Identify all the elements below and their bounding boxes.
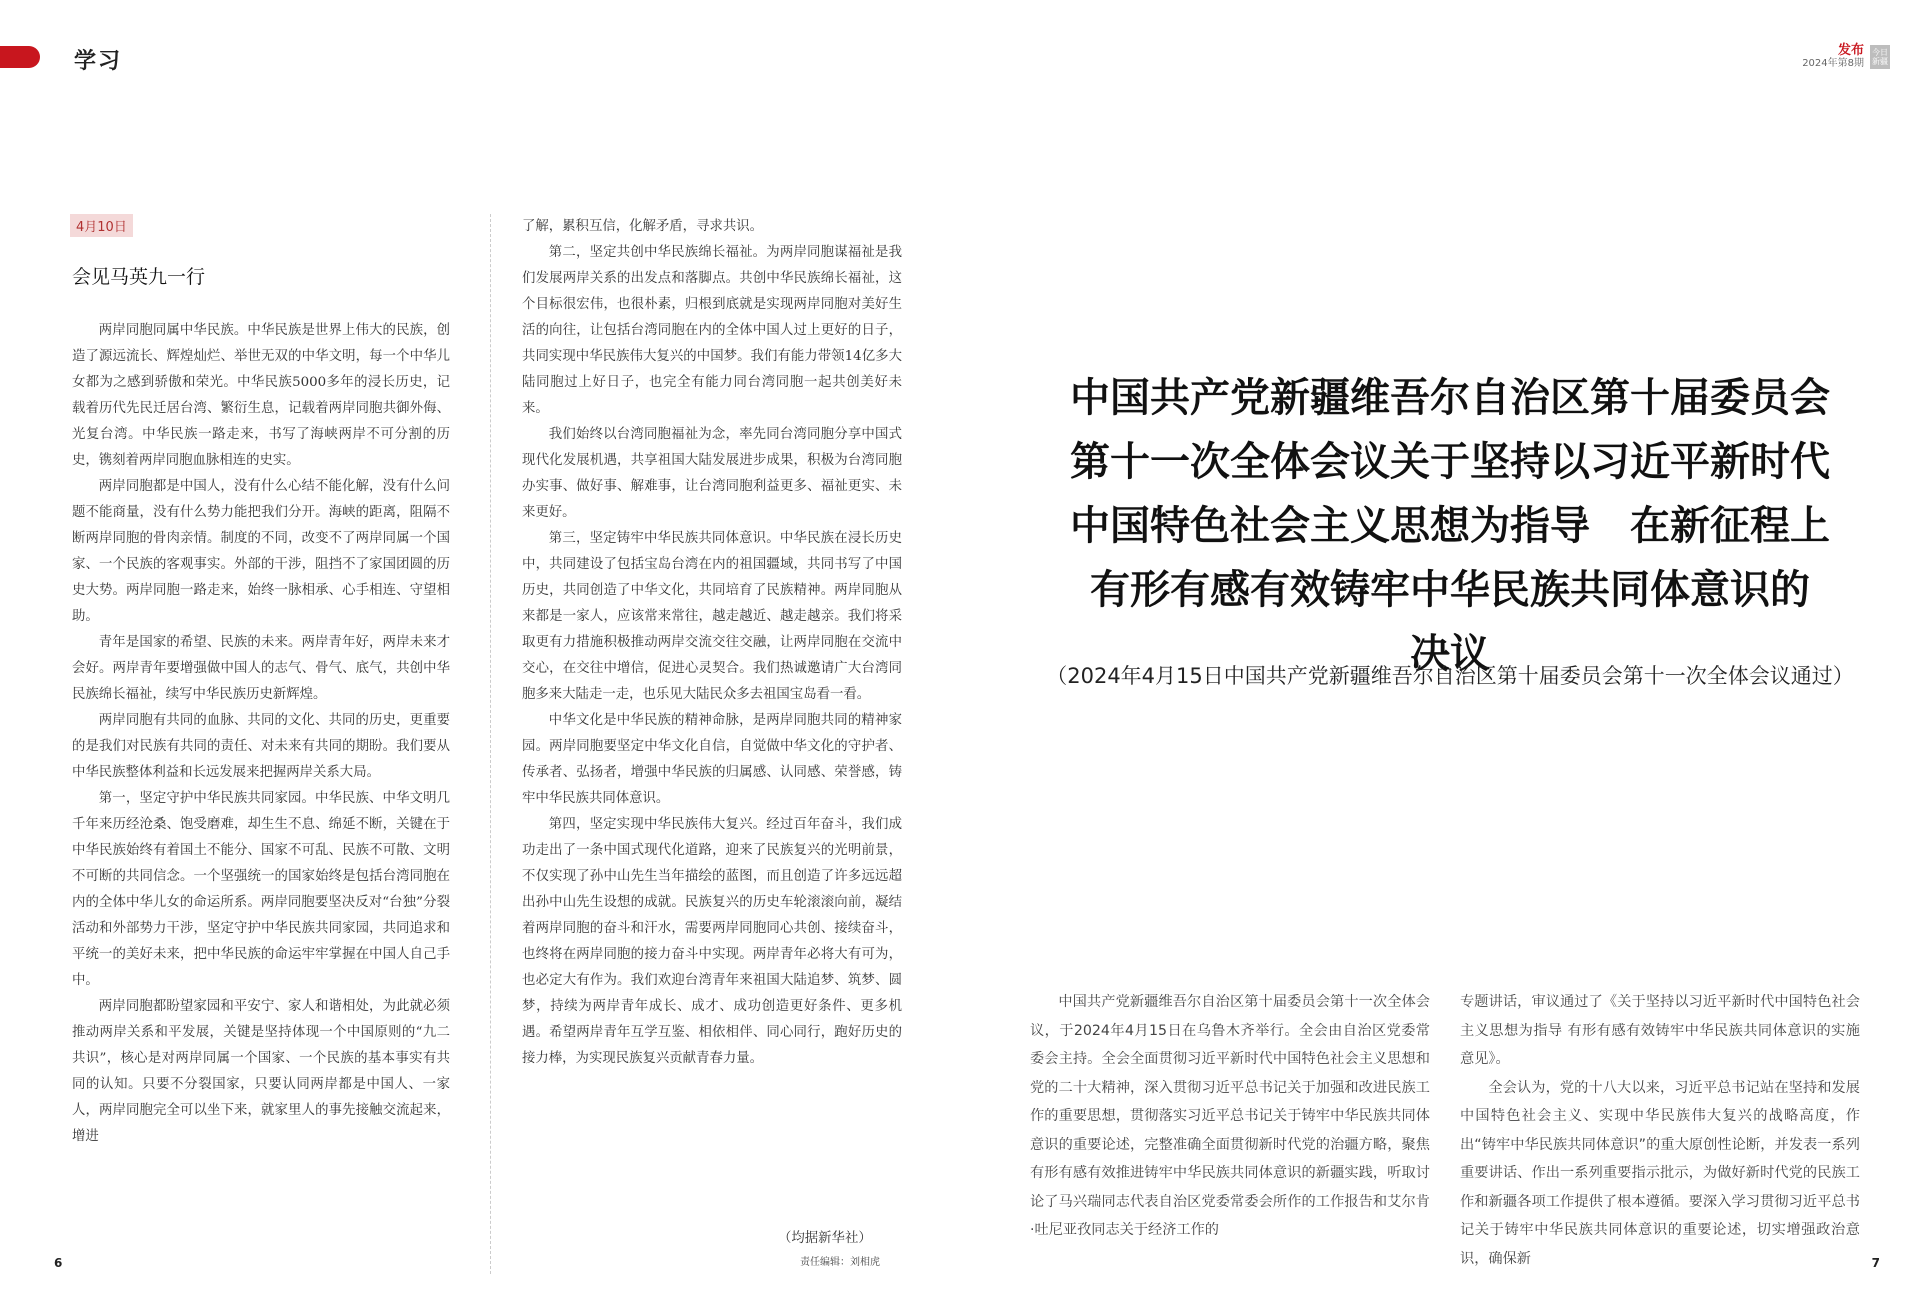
section-marker: [0, 46, 40, 68]
magazine-brand: [1802, 44, 1890, 70]
paragraph: 第四，坚定实现中华民族伟大复兴。经过百年奋斗，我们成功走出了一条中国式现代化道路，迎来了民族复兴的光明前景，不仅实现了孙中山先生当年描绘的蓝图，而且创造了许多远远超出孙中山先生设想的成就。民族复兴的历史车轮滚滚向前，凝结着两岸同胞的奋斗和汗水，需要两岸同胞同心共创、接续奋斗，也终将在两岸同胞的接力奋斗中实现。两岸青年必将大有可为，也必定大有作为。我们欢迎台湾青年来祖国大陆追梦、筑梦、圆梦，持续为两岸青年成长、成才、成功创造更好条件、更多机遇。希望两岸青年互学互鉴、相依相伴、同心同行，跑好历史的接力棒，为实现民族复兴贡献青春力量。: [522, 817, 902, 1066]
left-column-2: [522, 214, 902, 1234]
paragraph: 中国共产党新疆维吾尔自治区第十届委员会第十一次全体会议，于2024年4月15日在乌鲁木齐举行。全会由自治区党委常委会主持。全会全面贯彻习近平新时代中国特色社会主义思想和党的二十大精神，深入贯彻习近平总书记关于加强和改进民族工作的重要思想，贯彻落实习近平总书记关于铸牢中华民族共同体意识的重要论述，完整准确全面贯彻新时代党的治疆方略，聚焦有形有感有效推进铸牢中华民族共同体意识的新疆实践，听取讨论了马兴瑞同志代表自治区党委常委会所作的工作报告和艾尔肯·吐尼亚孜同志关于经济工作的: [1030, 994, 1430, 1238]
paragraph: 青年是国家的希望、民族的未来。两岸青年好，两岸未来才会好。两岸青年要增强做中国人的志气、骨气、底气，共创中华民族绵长福祉，续写中华民族历史新辉煌。: [72, 635, 450, 702]
title-line: 第十一次全体会议关于坚持以习近平新时代: [1070, 439, 1830, 485]
article-date: 4月10日: [70, 214, 133, 237]
right-column-1: [1030, 988, 1430, 1244]
paragraph: 第一，坚定守护中华民族共同家园。中华民族、中华文明几千年来历经沧桑、饱受磨难，却生生不息、绵延不断，关键在于中华民族始终有着国土不能分、国家不可乱、民族不可散、文明不可断的共同信念。一个坚强统一的国家始终是包括台湾同胞在内的全体中华儿女的命运所系。两岸同胞要坚决反对“台独”分裂活动和外部势力干涉，坚定守护中华民族共同家园，共同追求和平统一的美好未来，把中华民族的命运牢牢掌握在中国人自己手中。: [72, 791, 450, 988]
paragraph: 两岸同胞都是中国人，没有什么心结不能化解，没有什么问题不能商量，没有什么势力能把我们分开。海峡的距离，阻隔不断两岸同胞的骨肉亲情。制度的不同，改变不了两岸同属一个国家、一个民族的客观事实。外部的干涉，阻挡不了家国团圆的历史大势。两岸同胞一路走来，始终一脉相承、心手相连、守望相助。: [72, 479, 450, 624]
article-title: 会见马英九一行: [72, 266, 206, 288]
title-line: 中国特色社会主义思想为指导 在新征程上: [1070, 503, 1830, 549]
brand-name: 发布: [1837, 43, 1864, 58]
page-number-right: 7: [1871, 1256, 1880, 1270]
paragraph: 我们始终以台湾同胞福祉为念，率先同台湾同胞分享中国式现代化发展机遇，共享祖国大陆发展进步成果，积极为台湾同胞办实事、做好事、解难事，让台湾同胞利益更多、福祉更实、未来更好。: [522, 427, 902, 520]
section-title: 学习: [74, 49, 123, 74]
paragraph: 专题讲话，审议通过了《关于坚持以习近平新时代中国特色社会主义思想为指导 有形有感有效铸牢中华民族共同体意识的实施意见》。: [1460, 994, 1860, 1067]
title-line: 中国共产党新疆维吾尔自治区第十届委员会: [1070, 375, 1830, 421]
magazine-logo-icon: 今日新疆: [1870, 45, 1890, 69]
resolution-title: [1030, 366, 1870, 686]
paragraph: 两岸同胞有共同的血脉、共同的文化、共同的历史，更重要的是我们对民族有共同的责任、对未来有共同的期盼。我们要从中华民族整体利益和长远发展来把握两岸关系大局。: [72, 713, 450, 780]
left-column-1: [72, 318, 450, 1258]
paragraph: 第二，坚定共创中华民族绵长福祉。为两岸同胞谋福祉是我们发展两岸关系的出发点和落脚点。共创中华民族绵长福祉，这个目标很宏伟，也很朴素，归根到底就是实现两岸同胞对美好生活的向往，让包括台湾同胞在内的全体中国人过上更好的日子，共同实现中华民族伟大复兴的中国梦。我们有能力带领14亿多大陆同胞过上好日子，也完全有能力同台湾同胞一起共创美好未来。: [522, 245, 902, 416]
paragraph: 中华文化是中华民族的精神命脉，是两岸同胞共同的精神家园。两岸同胞要坚定中华文化自信，自觉做中华文化的守护者、传承者、弘扬者，增强中华民族的归属感、认同感、荣誉感，铸牢中华民族共同体意识。: [522, 713, 902, 806]
paragraph: 全会认为，党的十八大以来，习近平总书记站在坚持和发展中国特色社会主义、实现中华民族伟大复兴的战略高度，作出“铸牢中华民族共同体意识”的重大原创性论断，并发表一系列重要讲话、作出一系列重要指示批示，为做好新时代党的民族工作和新疆各项工作提供了根本遵循。要深入学习贯彻习近平总书记关于铸牢中华民族共同体意识的重要论述，切实增强政治意识，确保新: [1460, 1079, 1860, 1267]
paragraph: 两岸同胞同属中华民族。中华民族是世界上伟大的民族，创造了源远流长、辉煌灿烂、举世无双的中华文明，每一个中华儿女都为之感到骄傲和荣光。中华民族5000多年的浸长历史，记载着历代先民迁居台湾、繁衍生息，记载着两岸同胞共御外侮、光复台湾。中华民族一路走来，书写了海峡两岸不可分割的历史，镌刻着两岸同胞血脉相连的史实。: [72, 323, 450, 468]
paragraph: 了解，累积互信，化解矛盾，寻求共识。: [522, 219, 764, 234]
title-line: 决议: [1410, 631, 1490, 677]
paragraph: 第三，坚定铸牢中华民族共同体意识。中华民族在浸长历史中，共同建设了包括宝岛台湾在内的祖国疆域，共同书写了中国历史，共同创造了中华文化，共同培育了民族精神。两岸同胞从来都是一家人，应该常来常往，越走越近、越走越亲。我们将采取更有力措施积极推动两岸交流交往交融，让两岸同胞在交流中交心，在交往中增信，促进心灵契合。我们热诚邀请广大台湾同胞多来大陆走一走，也乐见大陆民众多去祖国宝岛看一看。: [522, 531, 902, 702]
editor-credit: 责任编辑：刘相虎: [800, 1257, 880, 1268]
paragraph: 两岸同胞都盼望家园和平安宁、家人和谐相处，为此就必须推动两岸关系和平发展，关键是坚持体现一个中国原则的“九二共识”，核心是对两岸同属一个国家、一个民族的基本事实有共同的认知。只要不分裂国家，只要认同两岸都是中国人、一家人，两岸同胞完全可以坐下来，就家里人的事先接触交流起来，增进: [72, 999, 450, 1144]
resolution-subtitle: （2024年4月15日中国共产党新疆维吾尔自治区第十届委员会第十一次全体会议通过）: [1046, 664, 1854, 688]
title-line: 有形有感有效铸牢中华民族共同体意识的: [1090, 567, 1810, 613]
page-number-left: 6: [54, 1256, 63, 1270]
column-divider: [490, 214, 491, 1274]
article-source: （均据新华社）: [778, 1231, 872, 1246]
issue-number: 2024年第8期: [1802, 58, 1864, 69]
right-column-2: [1460, 988, 1860, 1267]
